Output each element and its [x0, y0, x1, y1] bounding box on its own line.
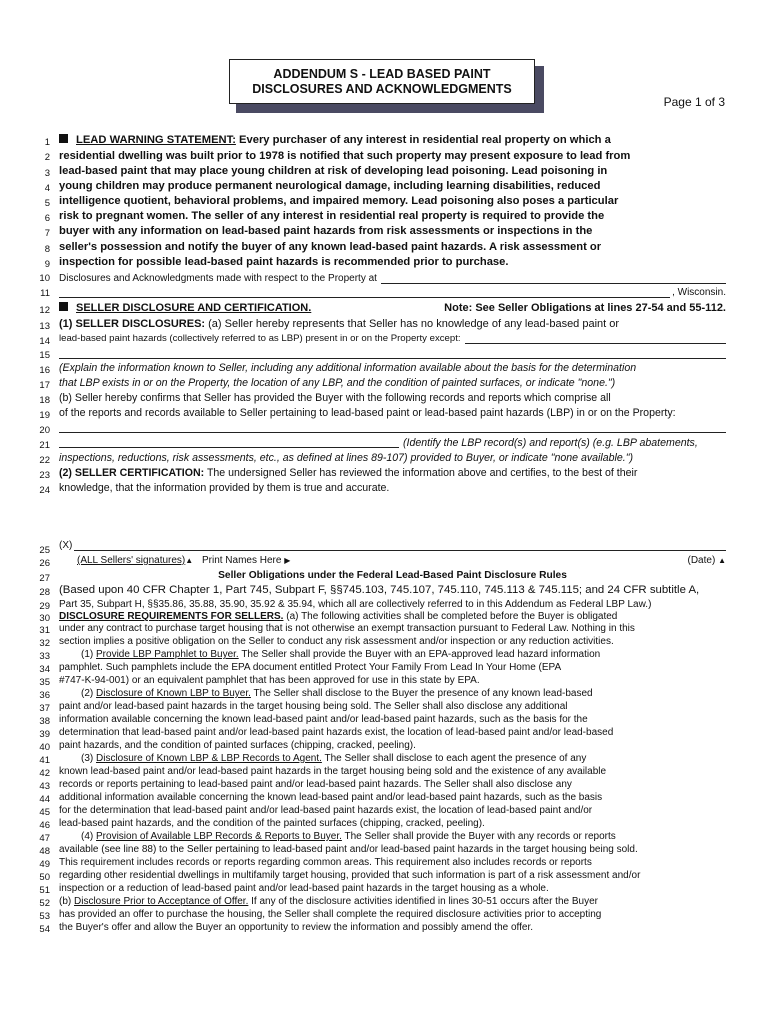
seller-note: Note: See Seller Obligations at lines 27-54 and 55-112.: [444, 302, 726, 314]
page-number: Page 1 of 3: [663, 95, 725, 109]
line-number: 14: [39, 336, 50, 347]
signature-x: (X): [59, 540, 73, 551]
obligations-line-31: under any contract to purchase target housing that is not otherwise an exempt transaction pursuant to Federal Law. Nothing in this: [59, 623, 635, 634]
line-number: 44: [39, 794, 50, 805]
obligations-line-36: (2) Disclosure of Known LBP to Buyer. The Seller shall disclose to the Buyer the presence of any known lead-based: [81, 688, 593, 699]
line-number: 15: [39, 350, 50, 361]
obligations-line-37: paint and/or lead-based paint hazards in the target housing being sold. The Seller shall also disclose any additional: [59, 701, 568, 712]
line-number: 27: [39, 573, 50, 584]
signature-line: [59, 540, 726, 551]
identify-records-line-2: inspections, reductions, risk assessments, etc., as defined at lines 89-107) provided to Buyer, or indicate "none available."): [59, 452, 634, 464]
obligations-line-45: for the determination that lead-based paint and/or lead-based paint hazards exist, the location of lead-based paint and/or: [59, 805, 593, 816]
line-number: 33: [39, 651, 50, 662]
line-number: 26: [39, 558, 50, 569]
line-number: 4: [44, 183, 50, 194]
line-number: 42: [39, 768, 50, 779]
line-number: 32: [39, 638, 50, 649]
obligations-line-53: has provided an offer to purchase the housing, the Seller shall complete the required disclosure activities prior to accepting: [59, 909, 602, 920]
line-number: 47: [39, 833, 50, 844]
print-names-label: Print Names Here: [201, 555, 282, 566]
line-number: 37: [39, 703, 50, 714]
obligations-line-29: Part 35, Subpart H, §§35.86, 35.88, 35.90, 35.92 & 35.94, which all are collectively referred to in this Addendum as Federal LBP Law.): [59, 599, 652, 610]
warning-line-9: inspection for possible lead-based paint hazards is recommended prior to purchase.: [59, 256, 509, 268]
bullet-square-icon: [59, 302, 68, 311]
property-address-field[interactable]: [381, 273, 726, 284]
obligations-line-28: (Based upon 40 CFR Chapter 1, Part 745, Subpart F, §§745.103, 745.107, 745.110, 745.113 & 745.115; and 24 CFR subtitle A,: [59, 584, 700, 596]
warning-line-3: lead-based paint that may place young children at risk of developing lead poisoning. Lead poisoning in: [59, 165, 608, 177]
line-number: 19: [39, 410, 50, 421]
obligations-line-42: known lead-based paint and/or lead-based paint hazards in the target housing being sold and the existence of any available: [59, 766, 607, 777]
obligations-line-52: (b) Disclosure Prior to Acceptance of Offer. If any of the disclosure activities identified in lines 30-51 occurs after the Buyer: [59, 896, 598, 907]
line-number: 30: [39, 613, 50, 624]
line-number: 41: [39, 755, 50, 766]
records-field-1[interactable]: [59, 432, 726, 433]
line-number: 52: [39, 898, 50, 909]
line-number: 7: [44, 228, 50, 239]
line-number: 28: [39, 587, 50, 598]
obligations-line-44: additional information available concerning the known lead-based paint and/or lead-based paint hazards, such as the basis: [59, 792, 603, 803]
arrow-up-icon: ▲: [185, 556, 194, 565]
line-number: 51: [39, 885, 50, 896]
line-number: 8: [44, 244, 50, 255]
property-city-field[interactable]: [59, 287, 670, 298]
obligations-line-34: pamphlet. Such pamphlets include the EPA document entitled Protect Your Family From Lead In Your Home (EPA: [59, 662, 562, 673]
obligations-line-46: lead-based paint hazards, and the condition of the painted surfaces (chipping, cracked, peeling).: [59, 818, 485, 829]
line-number: 12: [39, 305, 50, 316]
obligations-line-38: information available concerning the known lead-based paint and/or lead-based paint hazards, such as the basis for the: [59, 714, 588, 725]
seller-confirms-line-2: of the reports and records available to Seller pertaining to lead-based paint or lead-based paint hazards (LBP) in or on the Property:: [59, 407, 676, 419]
records-field-2[interactable]: [59, 437, 399, 448]
line-number: 2: [44, 152, 50, 163]
line-number: 17: [39, 380, 50, 391]
obligations-heading: Seller Obligations under the Federal Lead-Based Paint Disclosure Rules: [218, 570, 567, 581]
line-number: 18: [39, 395, 50, 406]
obligations-line-43: records or reports pertaining to lead-based paint and/or lead-based paint hazards. The Seller shall also disclose any: [59, 779, 572, 790]
line-number: 3: [44, 168, 50, 179]
lbp-except-line: lead-based paint hazards (collectively referred to as LBP) present in or on the Property except:: [59, 333, 726, 344]
line-number: 54: [39, 924, 50, 935]
line-number: 22: [39, 455, 50, 466]
warning-line-7: buyer with any information on lead-based paint hazards from risk assessments or inspections in the: [59, 225, 593, 237]
property-line: [59, 273, 726, 284]
line-number: 31: [39, 625, 50, 636]
lbp-except-field-2[interactable]: [59, 358, 726, 359]
line-number: 34: [39, 664, 50, 675]
wisconsin-label: , Wisconsin.: [672, 287, 726, 298]
warning-line-1: LEAD WARNING STATEMENT: Every purchaser of any interest in residential real property on which a: [59, 134, 726, 146]
line-number: 10: [39, 273, 50, 284]
seller-certification-line: (2) SELLER CERTIFICATION: The undersigned Seller has reviewed the information above and certifies, to the best of their: [59, 467, 638, 479]
title-line-2: DISCLOSURES AND ACKNOWLEDGMENTS: [252, 82, 512, 96]
line-number: 29: [39, 601, 50, 612]
obligations-line-39: determination that lead-based paint and/or lead-based paint hazards exist, the location of lead-based paint and/or lead-based: [59, 727, 614, 738]
line-number: 45: [39, 807, 50, 818]
seller-certification-line-2: knowledge, that the information provided by them is true and accurate.: [59, 482, 390, 494]
title-line-1: ADDENDUM S - LEAD BASED PAINT: [273, 67, 491, 81]
obligations-line-51: inspection or a reduction of lead-based paint and/or lead-based paint hazards in the target housing as a whole.: [59, 883, 549, 894]
obligations-line-54: the Buyer's offer and allow the Buyer an opportunity to review the information and possibly amend the offer.: [59, 922, 534, 933]
property-line-2: [59, 287, 726, 298]
line-number: 5: [44, 198, 50, 209]
line-number: 23: [39, 470, 50, 481]
warning-line-8: seller's possession and notify the buyer of any known lead-based paint hazards. A risk assessment or: [59, 241, 602, 253]
line-number: 11: [40, 288, 50, 299]
explain-line-2: that LBP exists in or on the Property, the location of any LBP, and the condition of painted surfaces, or indicate "none."): [59, 377, 616, 389]
obligations-line-49: This requirement includes records or reports regarding common areas. This requirement also includes records or reports: [59, 857, 592, 868]
line-number: 40: [39, 742, 50, 753]
line-number: 1: [44, 137, 50, 148]
line-number: 20: [39, 425, 50, 436]
line-number: 39: [39, 729, 50, 740]
line-number: 9: [44, 259, 50, 270]
line-number: 21: [39, 440, 50, 451]
explain-line-1: (Explain the information known to Seller, including any additional information available about the basis for the determination: [59, 362, 637, 374]
obligations-line-41: (3) Disclosure of Known LBP & LBP Records to Agent. The Seller shall disclose to each agent the presence of any: [81, 753, 587, 764]
line-number: 50: [39, 872, 50, 883]
seller-signature-field[interactable]: [74, 540, 726, 551]
line-number: 16: [39, 365, 50, 376]
obligations-line-40: paint hazards, and the condition of painted surfaces (chipping, cracked, peeling).: [59, 740, 416, 751]
seller-disclosures-line: (1) SELLER DISCLOSURES: (a) Seller hereby represents that Seller has no knowledge of any lead-based paint or: [59, 318, 620, 330]
lbp-except-field[interactable]: [465, 333, 726, 344]
obligations-line-50: regarding other residential dwellings in multifamily target housing, provided that such information is part of a risk assessment and/or: [59, 870, 641, 881]
line-number: 36: [39, 690, 50, 701]
line-number: 48: [39, 846, 50, 857]
warning-line-6: risk to pregnant women. The seller of any interest in residential real property is required to provide the: [59, 210, 605, 222]
property-label: Disclosures and Acknowledgments made with respect to the Property at: [59, 273, 377, 284]
warning-heading: LEAD WARNING STATEMENT:: [76, 134, 236, 146]
seller-heading-row: [59, 302, 726, 314]
obligations-line-35: #747-K-94-001) or an equivalent pamphlet that has been approved for use in this state by EPA.: [59, 675, 480, 686]
identify-records-line: (Identify the LBP record(s) and report(s) (e.g. LBP abatements,: [59, 437, 726, 449]
line-number: 35: [39, 677, 50, 688]
obligations-line-30: DISCLOSURE REQUIREMENTS FOR SELLERS. (a) The following activities shall be completed before the Buyer is obligated: [59, 611, 618, 622]
arrow-up-icon: ▲: [718, 556, 726, 565]
seller-confirms-line-1: (b) Seller hereby confirms that Seller has provided the Buyer with the following records and reports which comprise all: [59, 392, 611, 404]
line-number: 43: [39, 781, 50, 792]
seller-heading: SELLER DISCLOSURE AND CERTIFICATION.: [76, 302, 312, 314]
date-label: (Date): [687, 555, 716, 566]
arrow-right-icon: ▶: [284, 556, 291, 565]
warning-line-2: residential dwelling was built prior to 1978 is notified that such property may present exposure to lead from: [59, 150, 631, 162]
obligations-line-33: (1) Provide LBP Pamphlet to Buyer. The Seller shall provide the Buyer with an EPA-approved lead hazard information: [81, 649, 601, 660]
all-sellers-signatures-label: (ALL Sellers' signatures): [77, 555, 186, 566]
warning-line-4: young children may produce permanent neurological damage, including learning disabilities, reduced: [59, 180, 601, 192]
line-number: 49: [39, 859, 50, 870]
line-number: 6: [44, 213, 50, 224]
bullet-square-icon: [59, 134, 68, 143]
obligations-line-47: (4) Provision of Available LBP Records & Reports to Buyer. The Seller shall provide the Buyer with any records or reports: [81, 831, 616, 842]
line-number: 13: [39, 321, 50, 332]
line-number: 46: [39, 820, 50, 831]
obligations-line-48: available (see line 88) to the Seller pertaining to lead-based paint and/or lead-based paint hazards in the target housing being sold.: [59, 844, 638, 855]
line-number: 24: [39, 485, 50, 496]
line-number: 25: [39, 545, 50, 556]
warning-line-5: intelligence quotient, behavioral problems, and impaired memory. Lead poisoning also poses a particular: [59, 195, 619, 207]
line-number: 38: [39, 716, 50, 727]
signature-caption-row: [59, 555, 726, 566]
line-number: 53: [39, 911, 50, 922]
document-title: [229, 59, 535, 104]
obligations-line-32: section implies a positive obligation on the Seller to conduct any risk assessment and/or inspection or any reduction activities.: [59, 636, 614, 647]
